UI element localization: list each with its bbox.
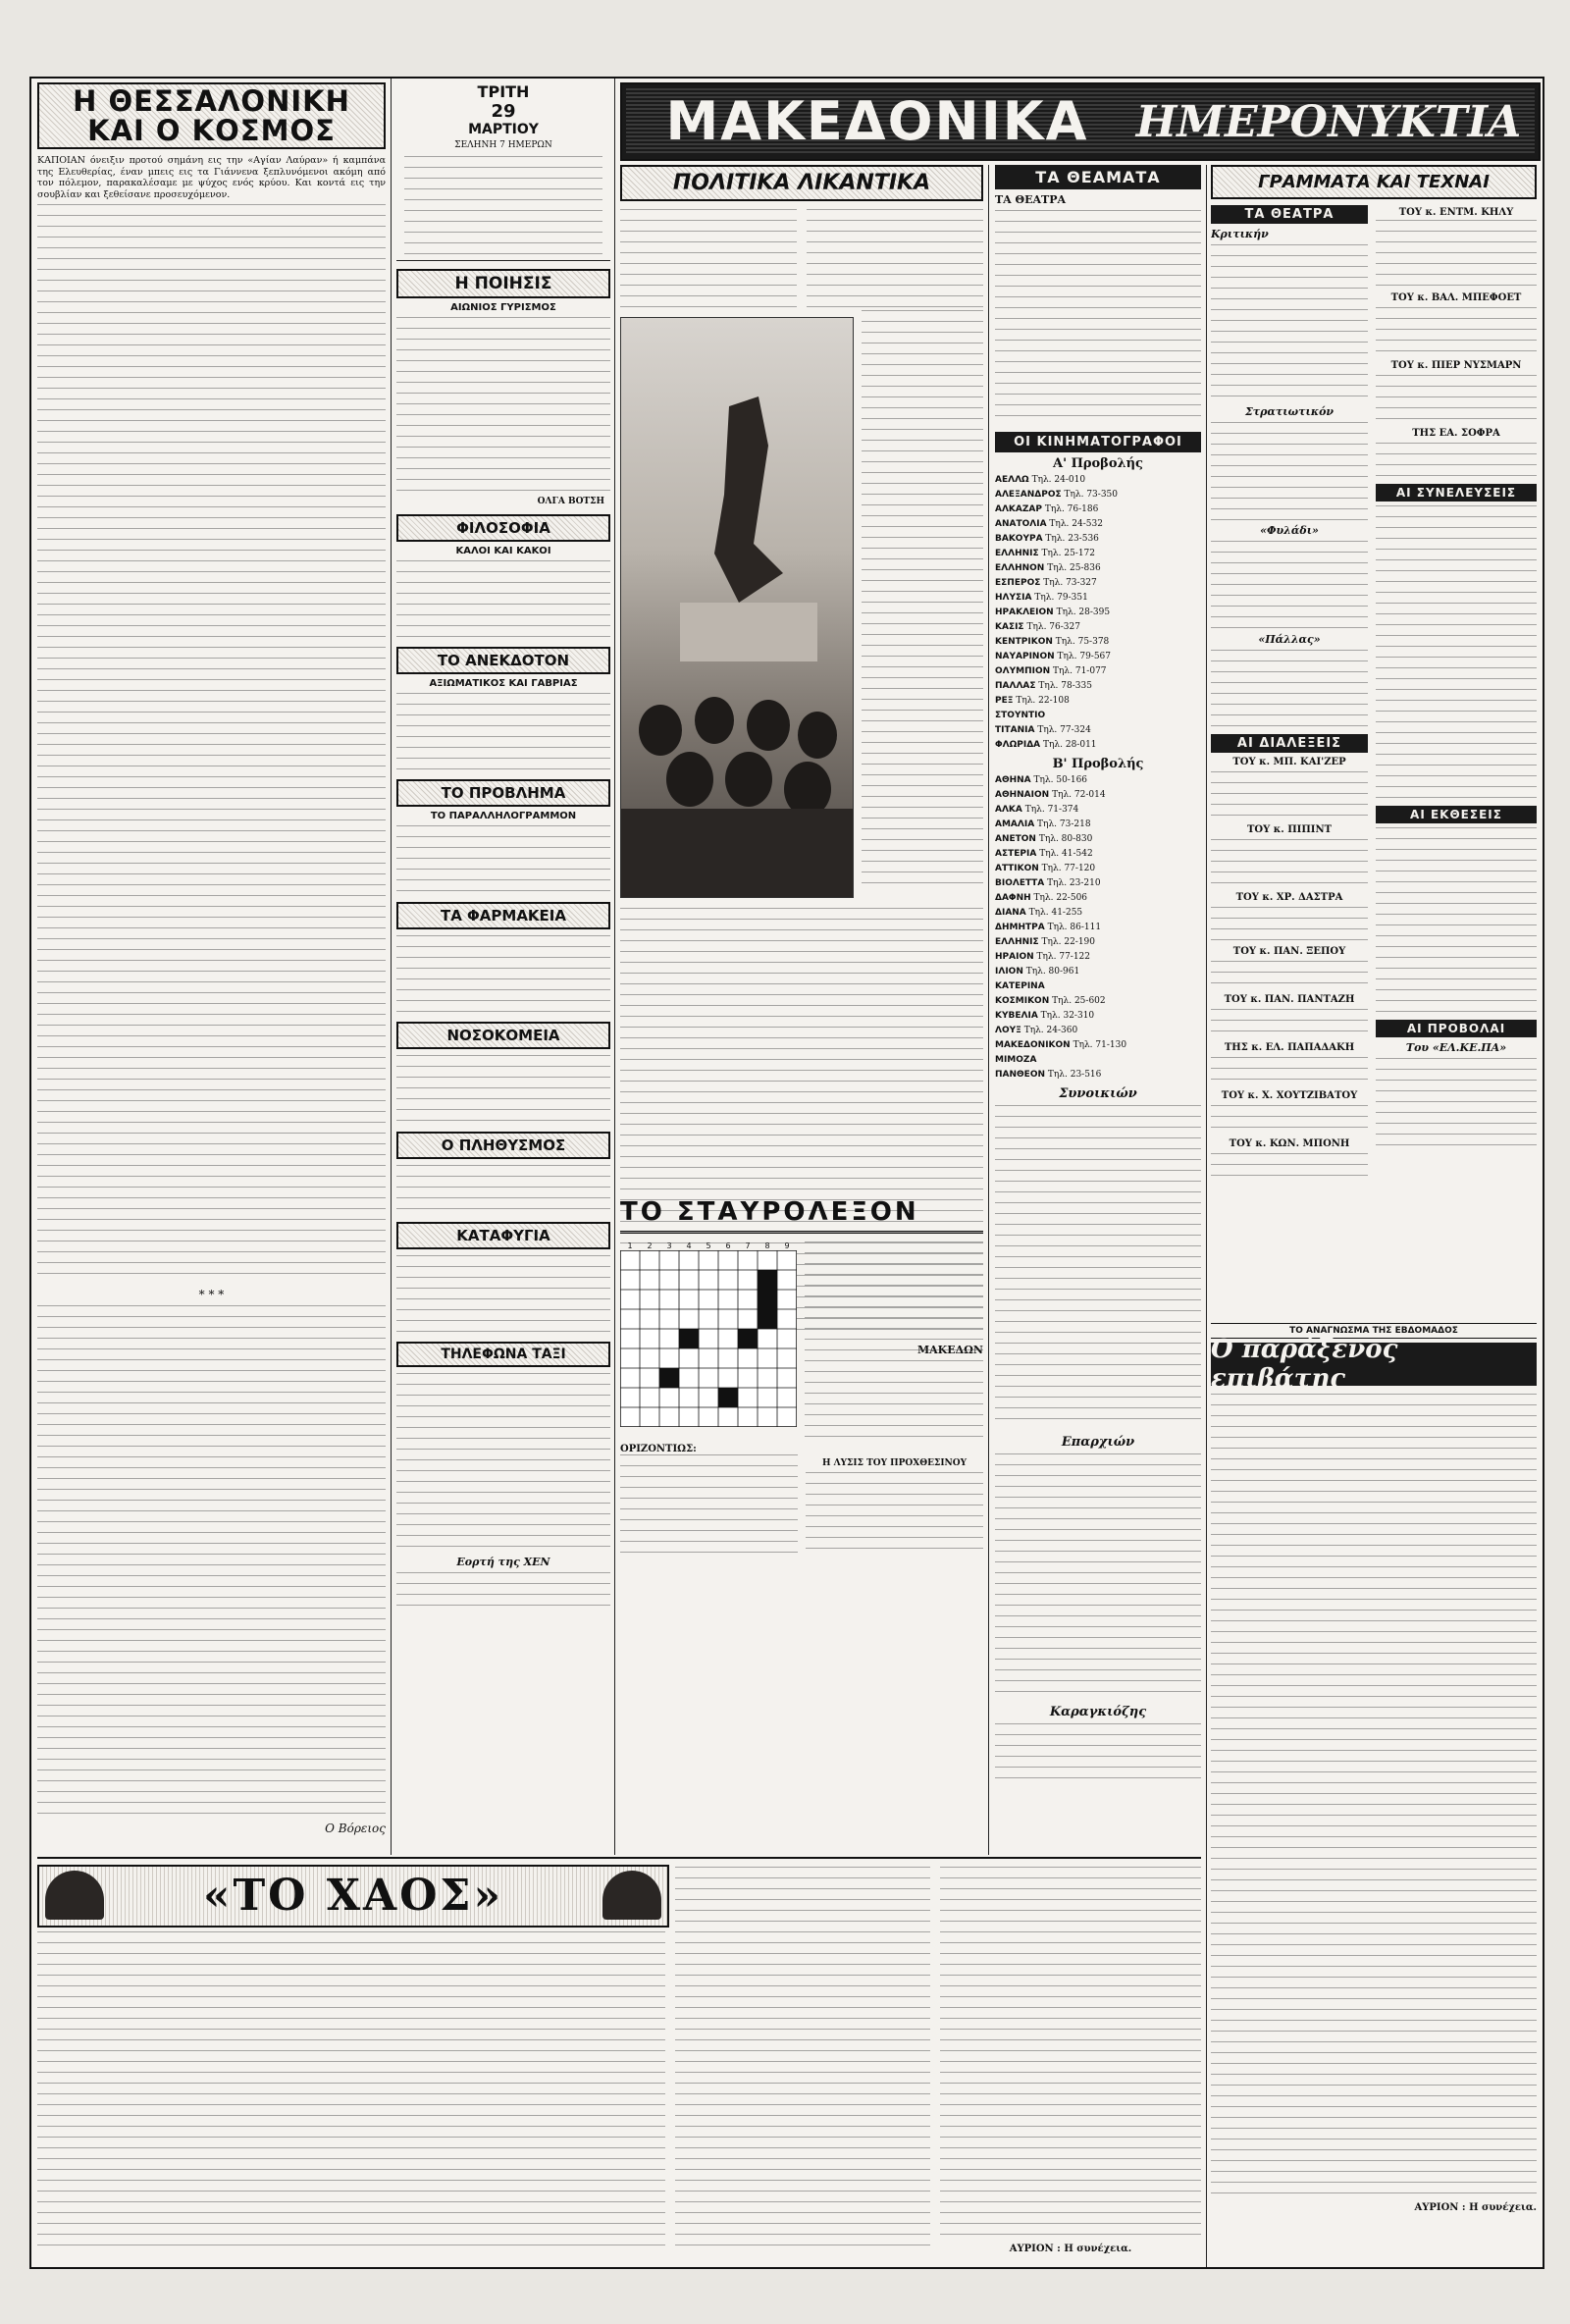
exhibitions-heading: ΑΙ ΕΚΘΕΣΕΙΣ xyxy=(1376,806,1537,823)
lecturer-2: ΤΟΥ κ. ΠΙΠΙΝΤ xyxy=(1246,824,1333,835)
philosophy-subtitle: ΚΑΛΟΙ ΚΑΙ ΚΑΚΟΙ xyxy=(455,546,551,556)
first-run-heading: Α' Προβολής xyxy=(1053,456,1143,471)
cinema-entry: ΙΛΙΟΝ Τηλ. 80-961 xyxy=(995,967,1080,977)
col-1: 1 xyxy=(627,1241,633,1250)
cinema-entry: ΕΛΛΗΝΙΣ Τηλ. 22-190 xyxy=(995,937,1096,947)
cinema-list-a xyxy=(995,475,1201,751)
cinema-entry: ΑΝΑΤΟΛΙΑ Τηλ. 24-532 xyxy=(995,519,1103,529)
population-heading: Ο ΠΛΗΘΥΣΜΟΣ xyxy=(396,1132,610,1159)
cinema-entry: ΤΙΤΑΝΙΑ Τηλ. 77-324 xyxy=(995,725,1091,735)
pharmacies-heading: ΤΑ ΦΑΡΜΑΚΕΙΑ xyxy=(396,902,610,929)
lecturer-3: ΤΟΥ κ. ΧΡ. ΔΑΣΤΡΑ xyxy=(1235,892,1343,903)
lecturer-8: ΤΟΥ κ. ΚΩΝ. ΜΠΟΝΗ xyxy=(1229,1138,1350,1149)
chaos-banner xyxy=(37,1865,669,1928)
screenings-heading: ΑΙ ΠΡΟΒΟΛΑΙ xyxy=(1376,1020,1537,1037)
provinces-heading: Επαρχιών xyxy=(1061,1435,1135,1450)
stratiotikon-label: Στρατιωτικόν xyxy=(1244,405,1334,418)
weekday: ΤΡΙΤΗ xyxy=(477,82,530,101)
cinema-entry: ΦΛΩΡΙΔΑ Τηλ. 28-011 xyxy=(995,740,1097,750)
left-lead-text: ΚΑΠΟΙΑΝ όνειξιν προτού σημάνη εις την «Αγίαν Λαύραν» ή καμπάνα της Ελευθερίας, έναν μπεις εις τα Γιάννενα ξεπλυνόμενοι ακόμη από τον πόλεμον, παρακαλέσαμε με ψύχος ενός κρύου. Και κοντά εις την σουβλίαν και ξεθείσανε προσευχόμενον. xyxy=(37,155,386,200)
screening-title: Του «ΕΛ.ΚΕ.ΠΑ» xyxy=(1405,1041,1507,1054)
lecturer-5: ΤΟΥ κ. ΠΑΝ. ΠΑΝΤΑΖΗ xyxy=(1224,994,1355,1005)
hospital-heading: ΝΟΣΟΚΟΜΕΙΑ xyxy=(396,1022,610,1049)
col-4: 4 xyxy=(686,1241,692,1250)
newspaper-page xyxy=(29,77,1544,2269)
left-signature: Ο Βόρειος xyxy=(325,1822,386,1835)
cinema-entry: ΚΑΣΙΣ Τηλ. 76-327 xyxy=(995,622,1080,632)
fyladi-label: «Φυλάδι» xyxy=(1260,524,1319,537)
criticism-label: Κριτικήν xyxy=(1211,228,1269,240)
col-3: 3 xyxy=(666,1241,672,1250)
left-article-body-2 xyxy=(37,1305,386,1816)
section-stars: * * * xyxy=(198,1288,225,1301)
cinema-entry: ΟΛΥΜΠΙΟΝ Τηλ. 71-077 xyxy=(995,666,1107,676)
lectures-heading: ΑΙ ΔΙΑΛΕΞΕΙΣ xyxy=(1211,734,1368,753)
letters-section xyxy=(1211,165,1537,2267)
right-head-2: ΤΟΥ κ. ΒΑΛ. ΜΠΕΦΟΕΤ xyxy=(1390,292,1522,303)
cinema-entry: ΑΝΕΤΟΝ Τηλ. 80-830 xyxy=(995,834,1093,844)
pallas-label: «Πάλλας» xyxy=(1258,633,1321,646)
theaters-heading: ΤΑ ΘΕΑΜΑΤΑ xyxy=(995,165,1201,189)
col-2: 2 xyxy=(647,1241,653,1250)
chaos-section xyxy=(37,1857,1201,2265)
right-head-4: ΤΗΣ ΕΑ. ΣΟΦΡΑ xyxy=(1412,428,1500,439)
col-7: 7 xyxy=(745,1241,751,1250)
crossword-section xyxy=(620,1197,983,1825)
cinema-entry: ΚΟΣΜΙΚΟΝ Τηλ. 25-602 xyxy=(995,996,1106,1006)
cinema-entry: ΠΑΛΛΑΣ Τηλ. 78-335 xyxy=(995,681,1092,691)
col-9: 9 xyxy=(784,1241,790,1250)
passenger-section xyxy=(1211,1323,1537,2213)
cinemas-heading: ΟΙ ΚΙΝΗΜΑΤΟΓΡΑΦΟΙ xyxy=(995,432,1201,452)
poetry-heading: Η ΠΟΙΗΣΙΣ xyxy=(396,269,610,298)
banner-title-right: ΗΜΕΡΟΝΥΚΤΙΑ xyxy=(1135,97,1522,147)
cinema-entry: ΑΘΗΝΑ Τηλ. 50-166 xyxy=(995,775,1088,785)
cinema-entry: ΕΛΛΗΝΟΝ Τηλ. 25-836 xyxy=(995,563,1101,573)
moon-phase: ΣΕΛΗΝΗ 7 ΗΜΕΡΩΝ xyxy=(454,140,552,150)
cinema-entry: ΝΑΥΑΡΙΝΟΝ Τηλ. 79-567 xyxy=(995,652,1112,661)
meetings-heading: ΑΙ ΣΥΝΕΛΕΥΣΕΙΣ xyxy=(1376,484,1537,502)
cinema-entry: ΑΤΤΙΚΟΝ Τηλ. 77-120 xyxy=(995,864,1096,873)
left-title-line2: ΚΑΙ Ο ΚΟΣΜΟΣ xyxy=(87,114,336,147)
cinema-entry: ΣΤΟΥΝΤΙΟ xyxy=(995,711,1046,720)
cinema-entry: ΑΛΚΑ Τηλ. 71-374 xyxy=(995,805,1079,815)
cinema-entry: ΗΡΑΙΟΝ Τηλ. 77-122 xyxy=(995,952,1091,962)
passenger-banner: ΤΟ ΑΝΑΓΝΩΣΜΑ ΤΗΣ ΕΒΔΟΜΑΔΟΣ xyxy=(1211,1323,1537,1339)
photo-illustration xyxy=(621,318,853,897)
month-name: ΜΑΡΤΙΟΥ xyxy=(468,122,539,137)
letters-heading: ΓΡΑΜΜΑΤΑ ΚΑΙ ΤΕΧΝΑΙ xyxy=(1211,165,1537,199)
lecturer-4: ΤΟΥ κ. ΠΑΝ. ΞΕΠΟΥ xyxy=(1232,946,1346,957)
main-banner xyxy=(620,82,1541,161)
crossword-board[interactable] xyxy=(620,1250,797,1427)
chaos-title: «ΤΟ ΧΑΟΣ» xyxy=(202,1871,504,1921)
letters-left-column xyxy=(1211,205,1368,1183)
right-head-3: ΤΟΥ κ. ΠΙΕΡ ΝΥΣΜΑΡΝ xyxy=(1390,360,1522,371)
anecdote-heading: ΤΟ ΑΝΕΚΔΟΤΟΝ xyxy=(396,647,610,674)
cinema-entry: ΒΙΟΛΕΤΤΑ Τηλ. 23-210 xyxy=(995,878,1101,888)
cinema-entry: ΑΛΚΑΖΑΡ Τηλ. 76-186 xyxy=(995,504,1099,514)
monument-photo xyxy=(620,317,854,898)
lecturer-1: ΤΟΥ κ. ΜΠ. ΚΑΙ'ΖΕΡ xyxy=(1232,757,1346,767)
cinema-entry: ΕΛΛΗΝΙΣ Τηλ. 25-172 xyxy=(995,549,1096,558)
date-box xyxy=(396,79,610,261)
banner-title-left: ΜΑΚΕΔΟΝΙΚΑ xyxy=(665,90,1089,152)
cinema-entry: ΚΥΒΕΛΙΑ Τηλ. 32-310 xyxy=(995,1011,1095,1021)
neighborhoods-heading: Συνοικιών xyxy=(1059,1086,1137,1101)
cinema-entry: ΜΙΜΟΖΑ xyxy=(995,1055,1037,1065)
crossword-heading: ΤΟ ΣΤΑΥΡΟΛΕΞΟΝ xyxy=(620,1197,983,1234)
cinema-entry: ΑΘΗΝΑΙΟΝ Τηλ. 72-014 xyxy=(995,790,1106,800)
cinema-entry: ΑΣΤΕΡΙΑ Τηλ. 41-542 xyxy=(995,849,1093,859)
crossword-horizontal-label: ΟΡΙΖΟΝΤΙΩΣ: xyxy=(620,1444,697,1454)
letters-right-column xyxy=(1376,205,1537,1183)
cinema-entry: ΗΡΑΚΛΕΙΟΝ Τηλ. 28-395 xyxy=(995,607,1111,617)
passenger-footer: ΑΥΡΙΟΝ : Η συνέχεια. xyxy=(1414,2202,1537,2213)
col-8: 8 xyxy=(764,1241,770,1250)
philosophy-heading: ΦΙΛΟΣΟΦΙΑ xyxy=(396,514,610,542)
puppets-heading: Καραγκιόζης xyxy=(1049,1705,1147,1719)
col-6: 6 xyxy=(725,1241,731,1250)
left-title-line1: Η ΘΕΣΣΑΛΟΝΙΚΗ xyxy=(73,84,350,118)
cinema-entry: ΒΑΚΟΥΡΑ Τηλ. 23-536 xyxy=(995,534,1099,544)
poetry-author: ΟΛΓΑ ΒΟΤΣΗ xyxy=(537,497,604,506)
taxi-image-caption: Εορτή της ΧΕΝ xyxy=(456,1556,550,1568)
lecturer-6: ΤΗΣ κ. ΕΛ. ΠΑΠΑΔΑΚΗ xyxy=(1224,1042,1355,1053)
political-signature: ΜΑΚΕΔΩΝ xyxy=(916,1344,983,1356)
crossword-grid xyxy=(620,1241,797,1438)
cinema-entry: ΕΣΠΕΡΟΣ Τηλ. 73-327 xyxy=(995,578,1097,588)
cinema-entry: ΑΛΕΞΑΝΔΡΟΣ Τηλ. 73-350 xyxy=(995,490,1118,500)
cinema-list-b xyxy=(995,775,1201,1081)
problem-subtitle: ΤΟ ΠΑΡΑΛΛΗΛΟΓΡΑΜΜΟΝ xyxy=(430,811,577,821)
left-title-box xyxy=(37,82,386,149)
cinema-entry: ΚΕΝΤΡΙΚΟΝ Τηλ. 75-378 xyxy=(995,637,1110,647)
taxi-heading: ΤΗΛΕΦΩΝΑ ΤΑΞΙ xyxy=(396,1342,610,1367)
right-head-1: ΤΟΥ κ. ΕΝΤΜ. ΚΗΛΥ xyxy=(1398,207,1514,218)
cinema-entry: ΔΑΦΝΗ Τηλ. 22-506 xyxy=(995,893,1088,903)
passenger-title: Ο παράξενος επιβάτης xyxy=(1211,1335,1398,1394)
cinema-entry: ΗΛΥΣΙΑ Τηλ. 79-351 xyxy=(995,593,1088,603)
cinema-entry: ΛΟΥΞ Τηλ. 24-360 xyxy=(995,1026,1078,1035)
left-article-body xyxy=(37,204,386,1284)
theaters-subheading: ΤΑ ΘΕΑΤΡΑ xyxy=(995,193,1067,206)
problem-heading: ΤΟ ΠΡΟΒΛΗΜΑ xyxy=(396,779,610,807)
left-column xyxy=(37,79,386,1855)
anecdote-subtitle: ΑΞΙΩΜΑΤΙΚΟΣ ΚΑΙ ΓΑΒΡΙΑΣ xyxy=(429,678,578,689)
second-run-heading: Β' Προβολής xyxy=(1052,757,1144,771)
cinema-entry: ΑΕΛΛΩ Τηλ. 24-010 xyxy=(995,475,1086,485)
political-heading: ΠΟΛΙΤΙΚΑ ΛΙΚΑΝΤΙΚΑ xyxy=(620,165,983,201)
cinema-entry: ΠΑΝΘΕΟΝ Τηλ. 23-516 xyxy=(995,1070,1102,1080)
lecturer-7: ΤΟΥ κ. Χ. ΧΟΥΤΖΙΒΑΤΟΥ xyxy=(1221,1090,1358,1101)
cinema-entry: ΑΜΑΛΙΑ Τηλ. 73-218 xyxy=(995,819,1091,829)
shelters-heading: ΚΑΤΑΦΥΓΙΑ xyxy=(396,1222,610,1249)
crossword-solution-label: Η ΛΥΣΙΣ ΤΟΥ ΠΡΟΧΘΕΣΙΝΟΥ xyxy=(821,1458,968,1468)
cinema-entry: ΜΑΚΕΔΟΝΙΚΟΝ Τηλ. 71-130 xyxy=(995,1040,1127,1050)
cinema-entry: ΔΙΑΝΑ Τηλ. 41-255 xyxy=(995,908,1083,918)
poetry-subtitle: ΑΙΩΝΙΟΣ ΓΥΡΙΣΜΟΣ xyxy=(450,302,556,313)
cinema-entry: ΡΕΞ Τηλ. 22-108 xyxy=(995,696,1070,706)
chaos-footer: ΑΥΡΙΟΝ : Η συνέχεια. xyxy=(1009,2244,1132,2254)
letters-theater-box: ΤΑ ΘΕΑΤΡΑ xyxy=(1211,205,1368,224)
day-number: 29 xyxy=(491,101,516,122)
col-5: 5 xyxy=(706,1241,711,1250)
passenger-title-box xyxy=(1211,1335,1537,1394)
cinema-entry: ΚΑΤΕΡΙΝΑ xyxy=(995,981,1045,991)
info-column xyxy=(396,79,610,1855)
cinema-entry: ΔΗΜΗΤΡΑ Τηλ. 86-111 xyxy=(995,923,1102,932)
